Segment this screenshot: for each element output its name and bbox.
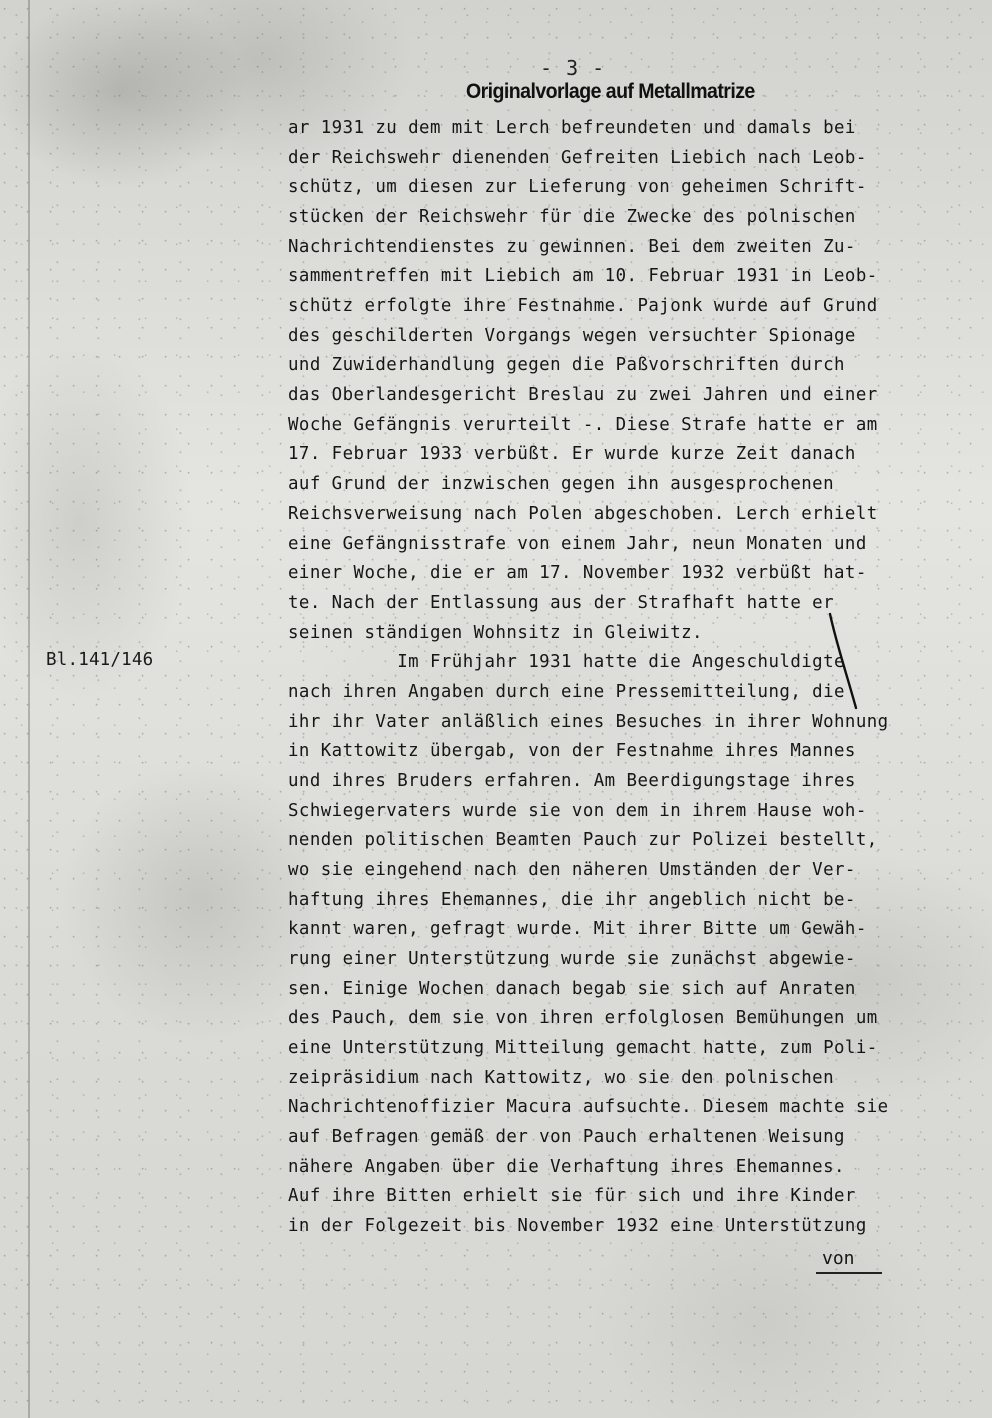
text-line: in der Folgezeit bis November 1932 eine Unterstützung <box>288 1216 867 1237</box>
text-line: seinen ständigen Wohnsitz in Gleiwitz. <box>288 622 703 643</box>
text-line: auf Befragen gemäß der von Pauch erhaltenen Weisung <box>288 1127 845 1148</box>
text-line: zeipräsidium nach Kattowitz, wo sie den polnischen <box>288 1067 835 1088</box>
text-line: 17. Februar 1933 verbüßt. Er wurde kurze Zeit danach <box>288 444 856 465</box>
metal-matrix-stamp: Originalvorlage auf Metallmatrize <box>466 80 755 103</box>
text-line: auf Grund der inzwischen gegen ihn ausgesprochenen <box>288 474 835 495</box>
text-line: Schwiegervaters wurde sie von dem in ihrem Hause woh- <box>288 800 867 821</box>
page-left-edge <box>28 0 30 1418</box>
text-line: und Zuwiderhandlung gegen die Paßvorschriften durch <box>288 355 845 376</box>
text-line: Auf ihre Bitten erhielt sie für sich und ihre Kinder <box>288 1186 856 1207</box>
text-line: ar 1931 zu dem mit Lerch befreundeten und damals bei <box>288 118 856 138</box>
text-line: und ihres Bruders erfahren. Am Beerdigungstage ihres <box>288 770 856 791</box>
text-line: eine Unterstützung Mitteilung gemacht hatte, zum Poli- <box>288 1038 878 1059</box>
text-line: Im Frühjahr 1931 hatte die Angeschuldigte <box>288 652 845 673</box>
text-line: in Kattowitz übergab, von der Festnahme ihres Mannes <box>288 741 856 762</box>
text-line: nenden politischen Beamten Pauch zur Polizei bestellt, <box>288 830 878 851</box>
text-line: kannt waren, gefragt wurde. Mit ihrer Bitte um Gewäh- <box>288 919 867 940</box>
margin-folio-reference: Bl.141/146 <box>46 650 154 670</box>
text-line: sen. Einige Wochen danach begab sie sich auf Anraten <box>288 978 856 999</box>
continuation-underline <box>816 1272 882 1274</box>
text-line: Reichsverweisung nach Polen abgeschoben. Lerch erhielt <box>288 503 878 524</box>
text-line: Nachrichtenoffizier Macura aufsuchte. Diesem machte sie <box>288 1097 889 1118</box>
text-line: nähere Angaben über die Verhaftung ihres Ehemannes. <box>288 1156 845 1177</box>
text-line: des geschilderten Vorgangs wegen versuchter Spionage <box>288 325 856 346</box>
text-line: des Pauch, dem sie von ihren erfolglosen Bemühungen um <box>288 1008 878 1029</box>
text-line: nach ihren Angaben durch eine Pressemitteilung, die <box>288 681 845 702</box>
text-line: ihr ihr Vater anläßlich eines Besuches in ihrer Wohnung <box>288 711 889 732</box>
text-line: sammentreffen mit Liebich am 10. Februar 1931 in Leob- <box>288 266 878 287</box>
text-line: eine Gefängnisstrafe von einem Jahr, neun Monaten und <box>288 533 867 554</box>
text-line: einer Woche, die er am 17. November 1932 verbüßt hat- <box>288 563 867 584</box>
pen-stroke-mark <box>826 612 866 712</box>
continuation-word: von <box>822 1248 855 1269</box>
text-line: haftung ihres Ehemannes, die ihr angeblich nicht be- <box>288 889 856 910</box>
text-line: rung einer Unterstützung wurde sie zunächst abgewie- <box>288 949 856 970</box>
page-number: - 3 - <box>540 56 606 80</box>
text-line: wo sie eingehend nach den näheren Umständen der Ver- <box>288 860 856 880</box>
text-line: te. Nach der Entlassung aus der Strafhaft hatte er <box>288 592 835 613</box>
text-line: das Oberlandesgericht Breslau zu zwei Jahren und einer <box>288 385 878 406</box>
text-line: stücken der Reichswehr für die Zwecke des polnischen <box>288 207 856 228</box>
text-line: Nachrichtendienstes zu gewinnen. Bei dem zweiten Zu- <box>288 236 856 257</box>
text-line: schütz, um diesen zur Lieferung von geheimen Schrift- <box>288 177 867 198</box>
text-line: schütz erfolgte ihre Festnahme. Pajonk wurde auf Grund <box>288 296 878 317</box>
text-line: der Reichswehr dienenden Gefreiten Liebich nach Leob- <box>288 147 867 168</box>
text-line: Woche Gefängnis verurteilt -. Diese Strafe hatte er am <box>288 414 878 435</box>
